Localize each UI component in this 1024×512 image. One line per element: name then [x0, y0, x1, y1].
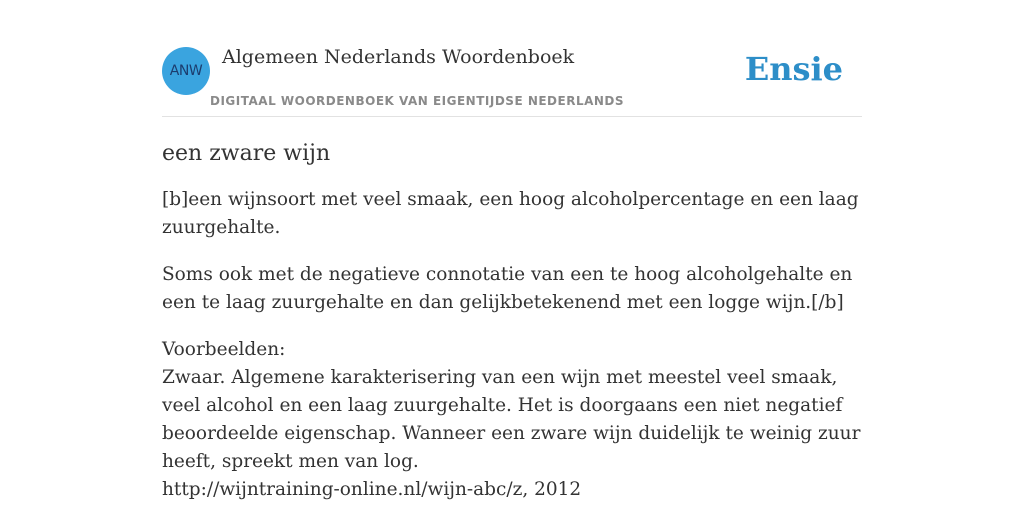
examples-section: [162, 336, 862, 504]
site-subtitle: DIGITAAL WOORDENBOEK VAN EIGENTIJDSE NEDERLANDS: [210, 94, 625, 108]
site-title[interactable]: Algemeen Nederlands Woordenboek: [222, 46, 575, 68]
example-source: http://wijntraining-online.nl/wijn-abc/z, 2012: [162, 479, 582, 500]
entry-content: [162, 138, 862, 504]
anw-logo[interactable]: ANW: [162, 47, 210, 95]
site-header: [162, 46, 862, 117]
example-text: Zwaar. Algemene karakterisering van een wijn met meestel veel smaak, veel alcohol en een laag zuurgehalte. Het is doorgaans een niet negatief beoordeelde eigenschap. Wanneer een zware wijn duidelijk te weinig zuur heeft, spreekt men van log.: [162, 367, 861, 472]
connotation-paragraph: Soms ook met de negatieve connotatie van een te hoog alcoholgehalte en een te laag zuurgehalte en dan gelijkbetekenend met een logge wijn.[/b]: [162, 264, 853, 313]
entry-title: een zware wijn: [162, 141, 331, 166]
ensie-logo[interactable]: Ensie: [744, 50, 843, 88]
definition-paragraph: [b]een wijnsoort met veel smaak, een hoog alcoholpercentage en een laag zuurgehalte.: [162, 189, 859, 238]
examples-label: Voorbeelden:: [162, 339, 286, 360]
